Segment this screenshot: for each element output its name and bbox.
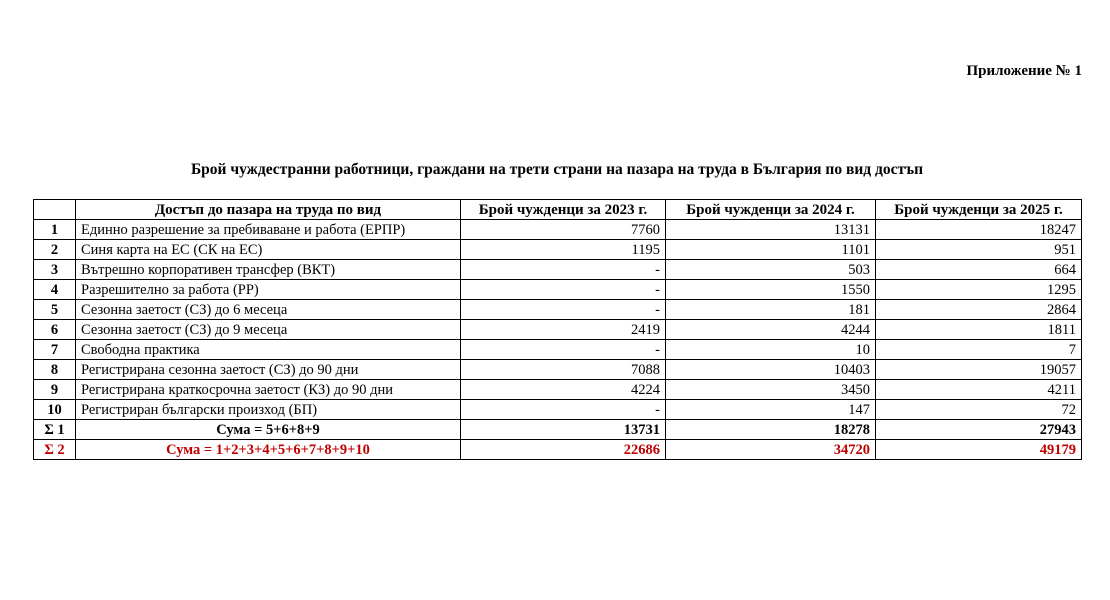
sigma2-label: Σ 2	[34, 440, 76, 460]
value-2024: 181	[666, 300, 876, 320]
value-2023: 7760	[461, 220, 666, 240]
value-2024: 147	[666, 400, 876, 420]
table-row	[34, 220, 1082, 240]
row-number: 6	[34, 320, 76, 340]
value-2024: 13131	[666, 220, 876, 240]
row-number: 9	[34, 380, 76, 400]
row-label: Регистриран български произход (БП)	[76, 400, 461, 420]
page-title: Брой чуждестранни работници, граждани на трети страни на пазара на труда в България по вид достъп	[190, 161, 924, 178]
value-2024: 503	[666, 260, 876, 280]
sum2-formula: Сума = 1+2+3+4+5+6+7+8+9+10	[76, 440, 461, 460]
value-2023: -	[461, 340, 666, 360]
value-2025: 2864	[876, 300, 1082, 320]
sigma1-label: Σ 1	[34, 420, 76, 440]
value-2023: 7088	[461, 360, 666, 380]
sum1-2023: 13731	[461, 420, 666, 440]
header-2025: Брой чужденци за 2025 г.	[876, 200, 1082, 220]
row-label: Сезонна заетост (СЗ) до 9 месеца	[76, 320, 461, 340]
table-row	[34, 380, 1082, 400]
row-label: Разрешително за работа (РР)	[76, 280, 461, 300]
value-2023: -	[461, 300, 666, 320]
row-label: Регистрирана сезонна заетост (СЗ) до 90 дни	[76, 360, 461, 380]
row-label: Свободна практика	[76, 340, 461, 360]
value-2025: 7	[876, 340, 1082, 360]
value-2023: -	[461, 400, 666, 420]
value-2025: 664	[876, 260, 1082, 280]
total-row-sum2	[34, 440, 1082, 460]
sum1-2025: 27943	[876, 420, 1082, 440]
value-2023: 2419	[461, 320, 666, 340]
table-header-row	[34, 200, 1082, 220]
value-2024: 10403	[666, 360, 876, 380]
value-2025: 1811	[876, 320, 1082, 340]
foreign-workers-table	[33, 199, 1082, 460]
row-number: 10	[34, 400, 76, 420]
row-label: Вътрешно корпоративен трансфер (ВКТ)	[76, 260, 461, 280]
row-number: 4	[34, 280, 76, 300]
row-number: 3	[34, 260, 76, 280]
row-label: Синя карта на ЕС (СК на ЕС)	[76, 240, 461, 260]
sum2-2025: 49179	[876, 440, 1082, 460]
row-label: Регистрирана краткосрочна заетост (КЗ) до 90 дни	[76, 380, 461, 400]
value-2024: 1550	[666, 280, 876, 300]
row-label: Сезонна заетост (СЗ) до 6 месеца	[76, 300, 461, 320]
appendix-label: Приложение № 1	[966, 63, 1082, 79]
row-number: 8	[34, 360, 76, 380]
value-2025: 18247	[876, 220, 1082, 240]
value-2025: 72	[876, 400, 1082, 420]
sum1-formula: Сума = 5+6+8+9	[76, 420, 461, 440]
value-2025: 19057	[876, 360, 1082, 380]
value-2024: 10	[666, 340, 876, 360]
table-row	[34, 320, 1082, 340]
value-2023: -	[461, 260, 666, 280]
value-2024: 1101	[666, 240, 876, 260]
value-2023: 1195	[461, 240, 666, 260]
sum2-2024: 34720	[666, 440, 876, 460]
total-row-sum1	[34, 420, 1082, 440]
value-2023: 4224	[461, 380, 666, 400]
row-number: 5	[34, 300, 76, 320]
value-2024: 4244	[666, 320, 876, 340]
table-row	[34, 260, 1082, 280]
header-num	[34, 200, 76, 220]
value-2025: 1295	[876, 280, 1082, 300]
row-number: 7	[34, 340, 76, 360]
value-2025: 4211	[876, 380, 1082, 400]
header-2023: Брой чужденци за 2023 г.	[461, 200, 666, 220]
table-row	[34, 400, 1082, 420]
value-2023: -	[461, 280, 666, 300]
table-row	[34, 300, 1082, 320]
row-number: 1	[34, 220, 76, 240]
sum2-2023: 22686	[461, 440, 666, 460]
row-label: Единно разрешение за пребиваване и работа (ЕРПР)	[76, 220, 461, 240]
sum1-2024: 18278	[666, 420, 876, 440]
value-2025: 951	[876, 240, 1082, 260]
header-2024: Брой чужденци за 2024 г.	[666, 200, 876, 220]
table-row	[34, 240, 1082, 260]
row-number: 2	[34, 240, 76, 260]
table-row	[34, 360, 1082, 380]
table-row	[34, 340, 1082, 360]
value-2024: 3450	[666, 380, 876, 400]
table-row	[34, 280, 1082, 300]
header-access-type: Достъп до пазара на труда по вид	[76, 200, 461, 220]
